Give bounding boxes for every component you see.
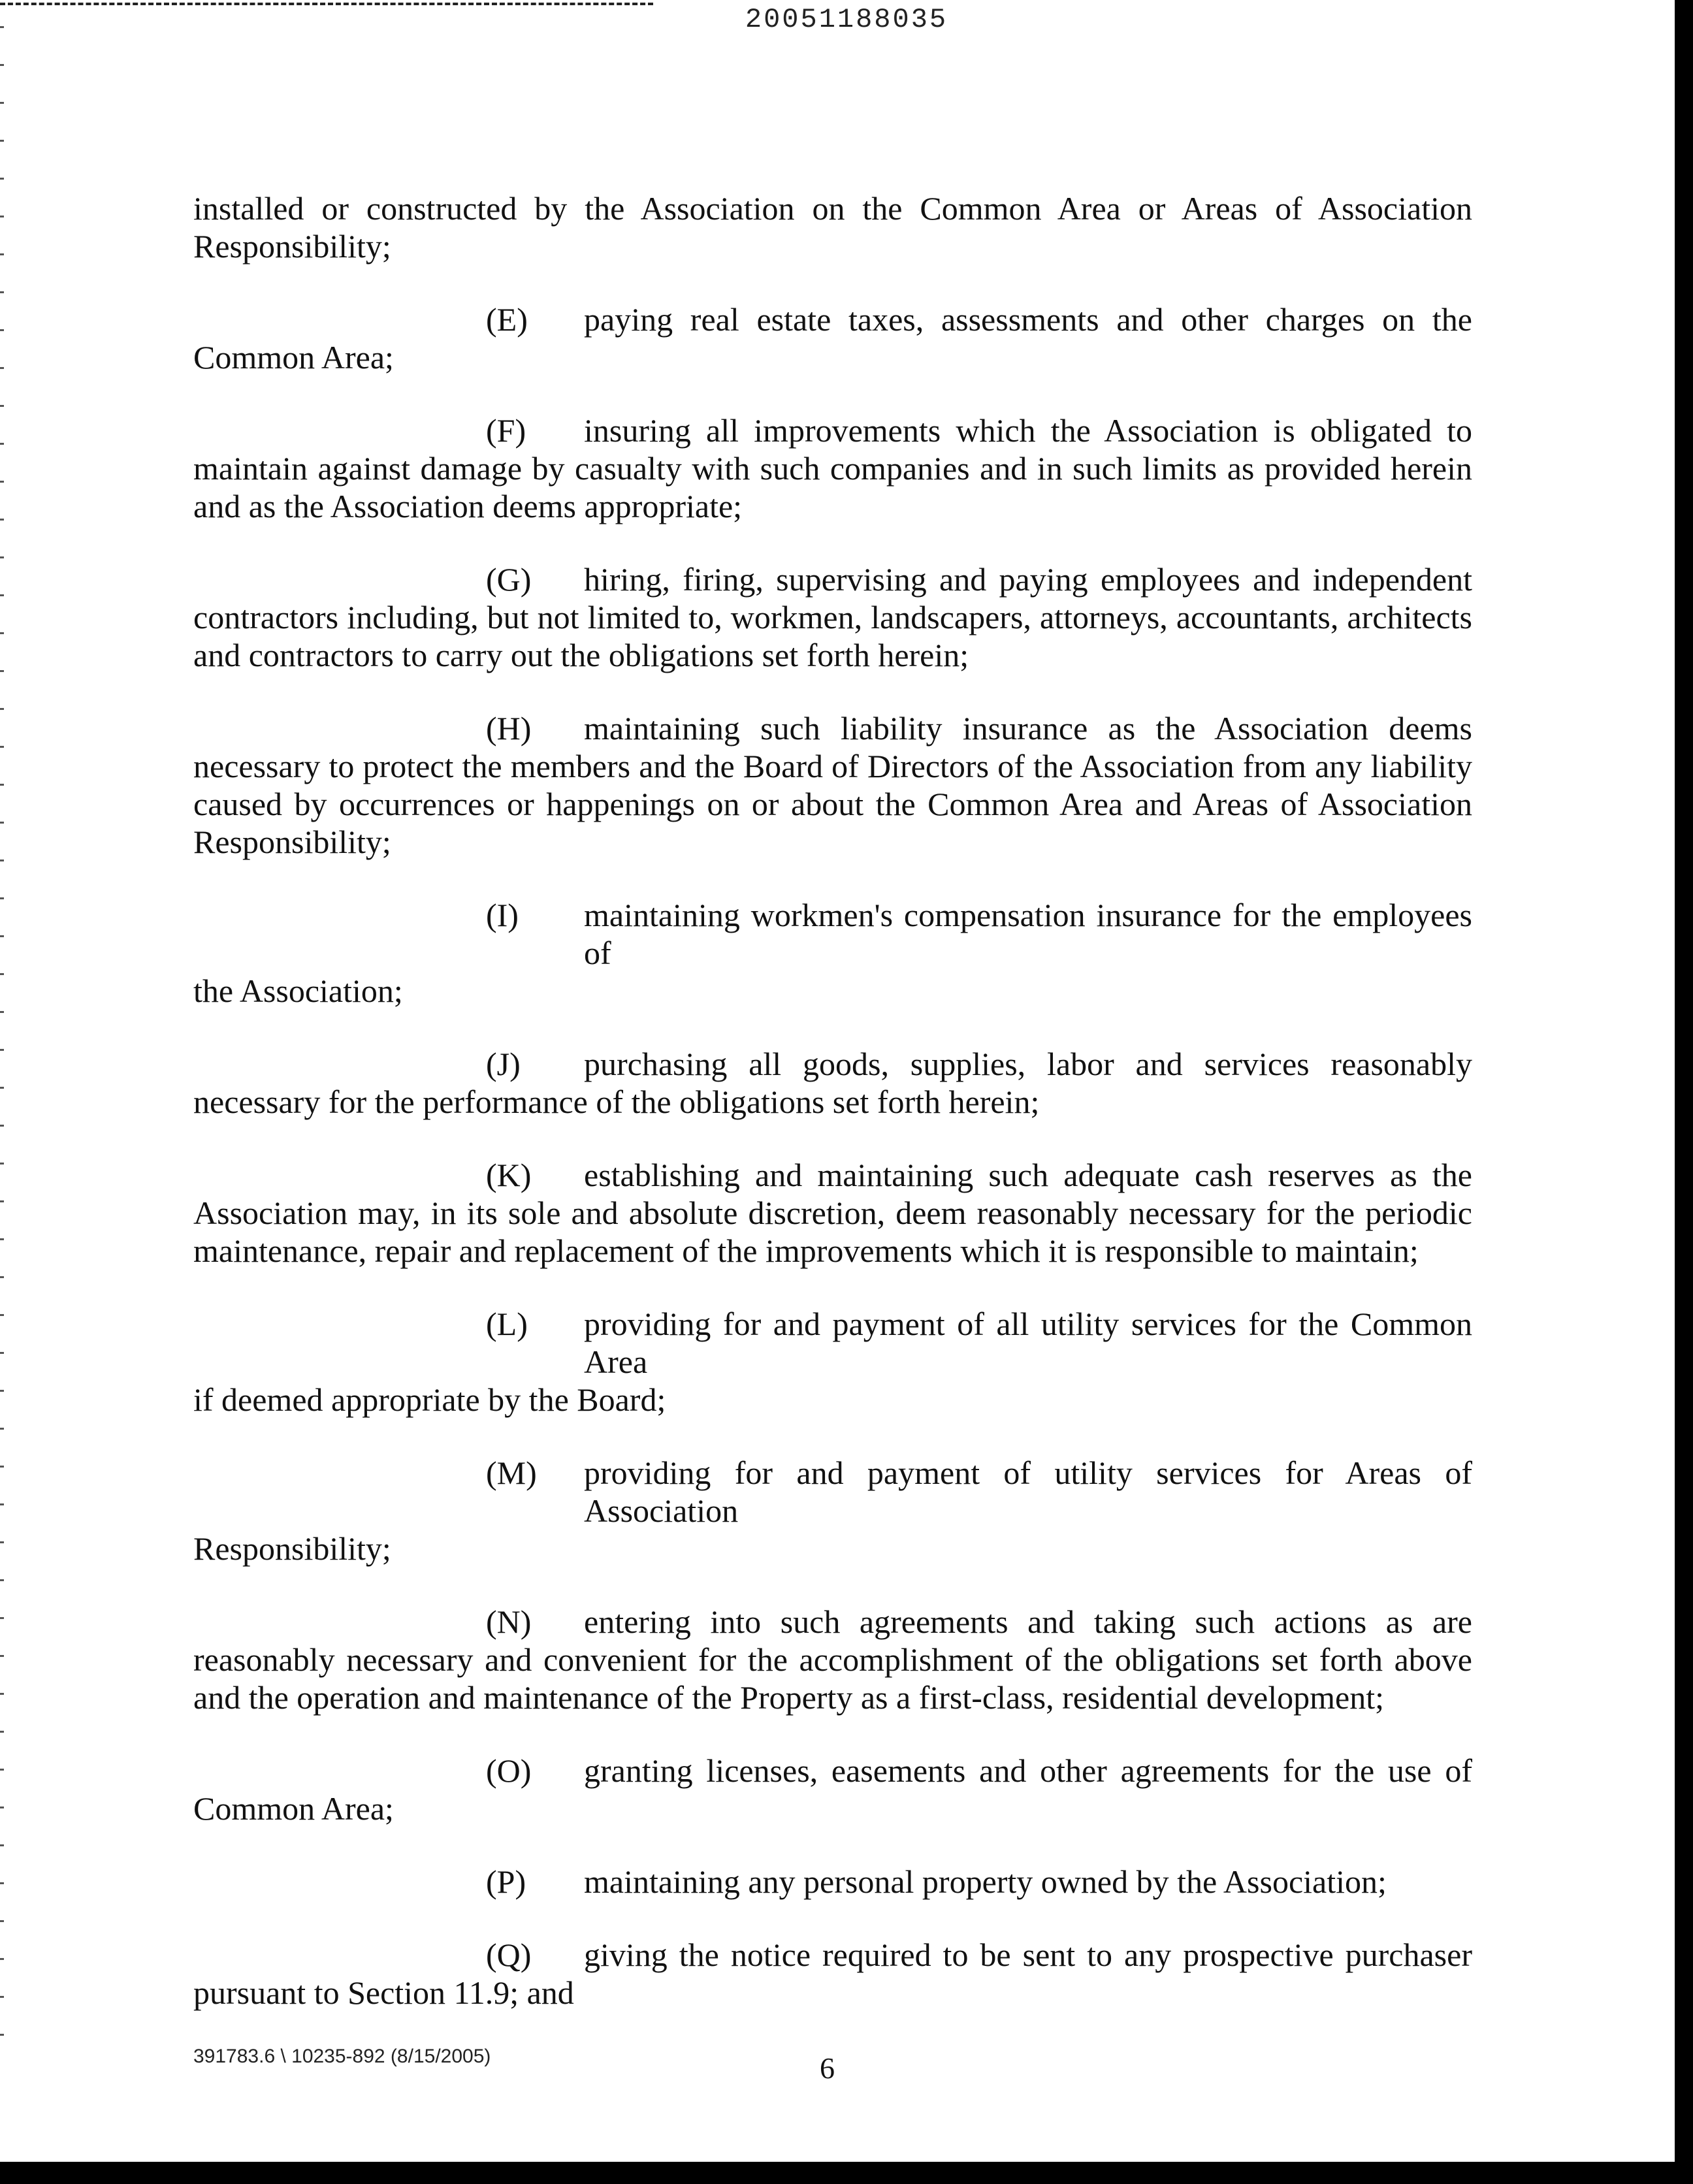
- page-number: 6: [820, 2051, 835, 2085]
- item-first-line: maintaining workmen's compensation insurance for the employees of: [584, 897, 1472, 971]
- item-p: [193, 1863, 1472, 1901]
- item-continuation: Common Area;: [193, 1790, 394, 1827]
- item-label: (M): [486, 1454, 537, 1491]
- item-first-line: establishing and maintaining such adequate cash reserves as the: [584, 1157, 1472, 1193]
- item-f: [193, 411, 1472, 525]
- bottom-scan-edge: [0, 2162, 1693, 2184]
- item-continuation: necessary for the performance of the obligations set forth herein;: [193, 1084, 1040, 1120]
- item-continuation: Responsibility;: [193, 1530, 391, 1567]
- item-label: (N): [486, 1603, 532, 1640]
- item-label: (P): [486, 1863, 526, 1900]
- item-m: [193, 1454, 1472, 1567]
- document-number: 20051188035: [745, 4, 948, 35]
- item-continuation: contractors including, but not limited to, workmen, landscapers, attorneys, accountants, architects and contractors to carry out the obligations set forth herein;: [193, 599, 1472, 673]
- left-scan-marks: [0, 26, 4, 2051]
- page-body: [193, 189, 1472, 2047]
- item-continuation: Association may, in its sole and absolute discretion, deem reasonably necessary for the periodic maintenance, repair and replacement of the improvements which it is responsible to maintain;: [193, 1195, 1472, 1269]
- item-g: [193, 560, 1472, 674]
- item-label: (G): [486, 561, 532, 598]
- item-continuation: maintain against damage by casualty with such companies and in such limits as provided herein and as the Association deems appropriate;: [193, 450, 1472, 524]
- item-first-line: granting licenses, easements and other agreements for the use of: [584, 1752, 1472, 1789]
- item-first-line: paying real estate taxes, assessments and other charges on the: [584, 301, 1472, 338]
- item-h: [193, 709, 1472, 861]
- item-e: [193, 300, 1472, 376]
- item-label: (L): [486, 1306, 528, 1342]
- item-l: [193, 1305, 1472, 1419]
- item-j: [193, 1045, 1472, 1121]
- item-first-line: hiring, firing, supervising and paying employees and independent: [584, 561, 1472, 598]
- item-continuation: pursuant to Section 11.9; and: [193, 1974, 574, 2011]
- right-scan-edge: [1675, 0, 1693, 2184]
- item-continuation: the Association;: [193, 972, 403, 1009]
- item-i: [193, 896, 1472, 1010]
- item-k: [193, 1156, 1472, 1270]
- item-continuation: Common Area;: [193, 339, 394, 376]
- item-first-line: providing for and payment of utility services for Areas of Association: [584, 1454, 1472, 1529]
- item-first-line: giving the notice required to be sent to any prospective purchaser: [584, 1936, 1472, 1973]
- footer-document-id: 391783.6 \ 10235-892 (8/15/2005): [193, 2046, 491, 2067]
- item-first-line: insuring all improvements which the Association is obligated to: [584, 412, 1472, 449]
- item-label: (K): [486, 1157, 532, 1193]
- item-q: [193, 1936, 1472, 2012]
- item-label: (F): [486, 412, 526, 449]
- item-n: [193, 1603, 1472, 1716]
- item-first-line: entering into such agreements and taking such actions as are: [584, 1603, 1472, 1640]
- item-label: (O): [486, 1752, 532, 1789]
- item-first-line: purchasing all goods, supplies, labor and services reasonably: [584, 1046, 1472, 1082]
- item-o: [193, 1752, 1472, 1827]
- item-first-line: maintaining any personal property owned by the Association;: [584, 1863, 1387, 1900]
- item-label: (Q): [486, 1936, 532, 1973]
- item-label: (H): [486, 710, 532, 747]
- item-label: (E): [486, 301, 528, 338]
- item-label: (I): [486, 897, 519, 933]
- item-first-line: maintaining such liability insurance as the Association deems: [584, 710, 1472, 747]
- item-continuation: if deemed appropriate by the Board;: [193, 1381, 666, 1418]
- item-first-line: providing for and payment of all utility services for the Common Area: [584, 1306, 1472, 1380]
- item-continuation: reasonably necessary and convenient for the accomplishment of the obligations set forth above and the operation and maintenance of the Property as a first-class, residential development;: [193, 1641, 1472, 1716]
- intro-paragraph: installed or constructed by the Association on the Common Area or Areas of Association Responsibility;: [193, 190, 1472, 265]
- item-label: (J): [486, 1046, 521, 1082]
- item-continuation: necessary to protect the members and the Board of Directors of the Association from any liability caused by occurrences or happenings on or about the Common Area and Areas of Association Responsibility;: [193, 748, 1472, 860]
